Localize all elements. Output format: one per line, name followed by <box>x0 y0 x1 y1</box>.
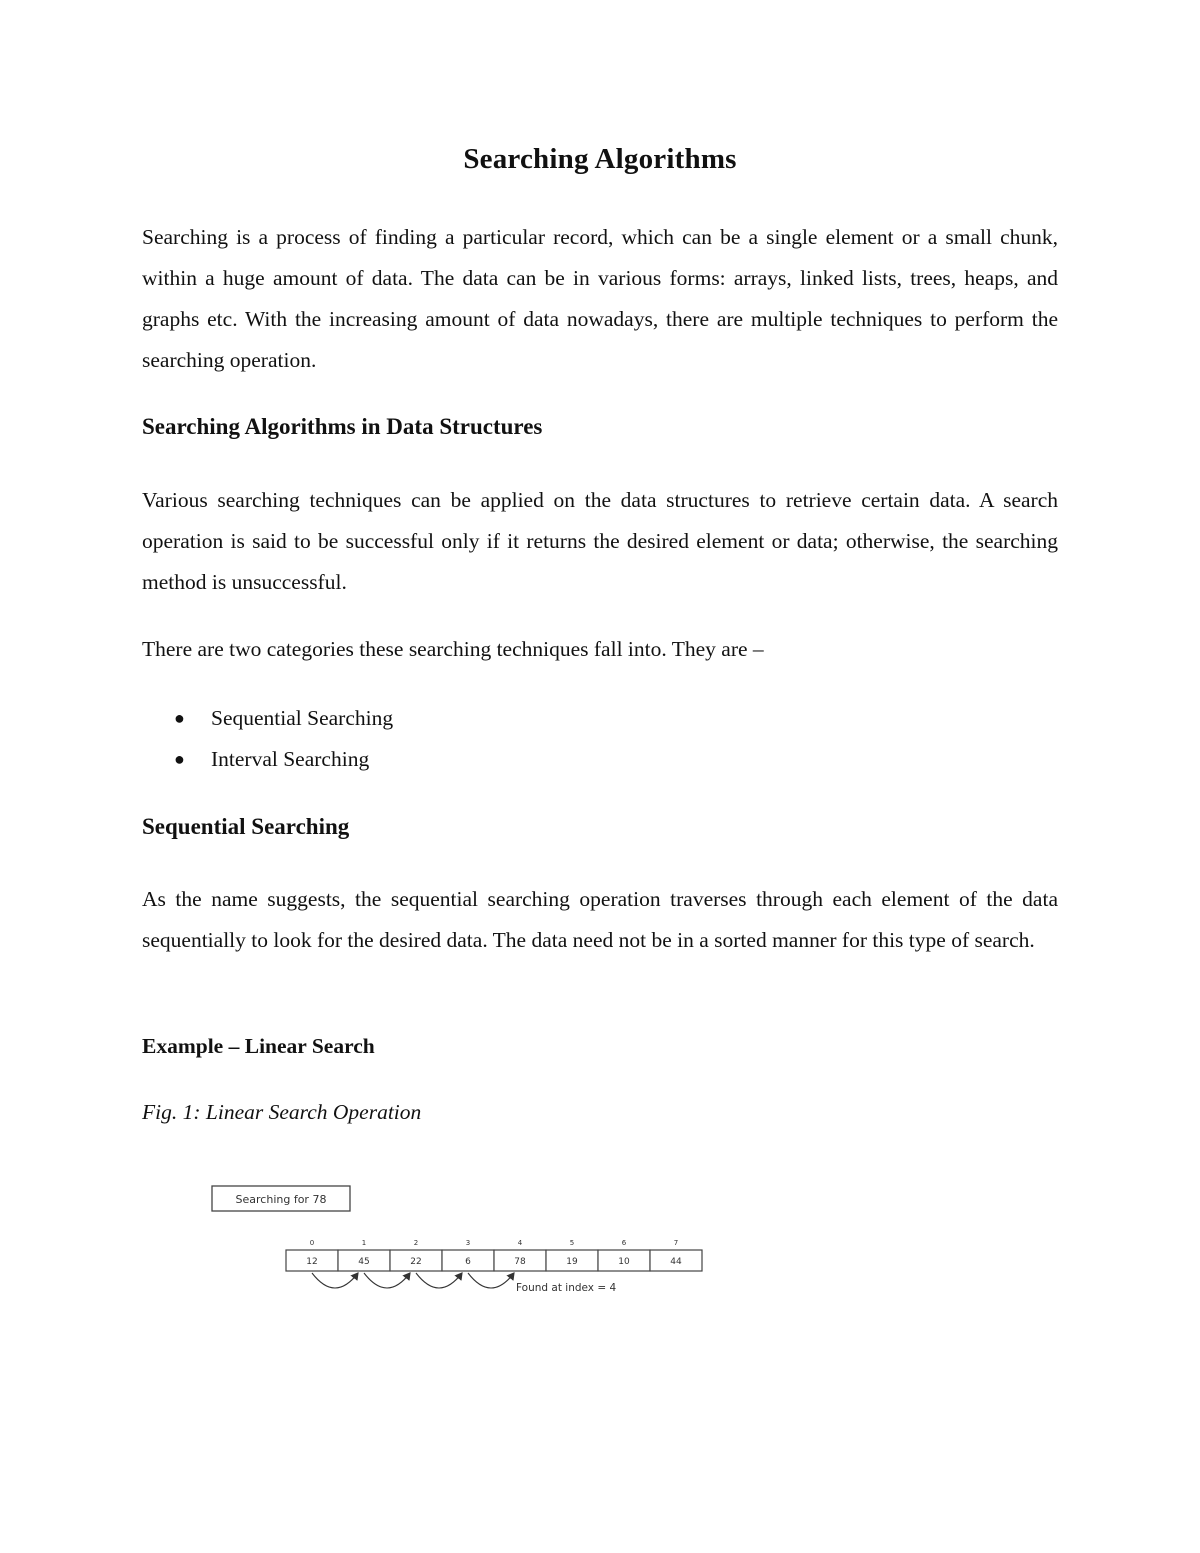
array-cell-value: 19 <box>566 1257 578 1267</box>
found-label: Found at index = 4 <box>516 1282 617 1294</box>
array-cell-value: 12 <box>306 1257 318 1267</box>
bullet-icon: ● <box>174 749 185 769</box>
array-index-label: 3 <box>465 1239 471 1247</box>
array-index-label: 5 <box>569 1239 575 1247</box>
categories-intro-paragraph: There are two categories these searching techniques fall into. They are – <box>142 637 764 661</box>
array-index-label: 4 <box>517 1239 523 1247</box>
array-cell-value: 78 <box>514 1257 526 1267</box>
search-target-label: Searching for 78 <box>235 1193 327 1206</box>
array-cell-value: 6 <box>465 1257 471 1267</box>
array-cells <box>286 1239 702 1271</box>
list-item-label: Interval Searching <box>211 747 370 771</box>
array-cell-value: 22 <box>410 1257 422 1267</box>
section-heading-sequential: Sequential Searching <box>142 814 350 839</box>
linear-search-figure <box>205 1180 715 1300</box>
sequential-paragraph: As the name suggests, the sequential searching operation traverses through each element of the data sequentially to look for the desired data. The data need not be in a sorted manner for this type of search. <box>142 887 1058 952</box>
array-index-label: 1 <box>361 1239 367 1247</box>
page-title: Searching Algorithms <box>463 143 737 175</box>
categories-list <box>142 698 393 780</box>
list-item-label: Sequential Searching <box>211 706 394 730</box>
section-heading-data-structures: Searching Algorithms in Data Structures <box>142 414 543 439</box>
array-index-label: 7 <box>673 1239 679 1247</box>
array-index-label: 0 <box>309 1239 315 1247</box>
array-index-label: 2 <box>413 1239 419 1247</box>
array-index-label: 6 <box>621 1239 627 1247</box>
data-structures-paragraph: Various searching techniques can be applied on the data structures to retrieve certain data. A search operation is said to be successful only if it returns the desired element or data; otherwise, the searching method is unsuccessful. <box>142 488 1058 594</box>
array-cell-value: 10 <box>618 1257 630 1267</box>
list-item <box>142 698 393 739</box>
list-item <box>142 739 393 780</box>
intro-paragraph: Searching is a process of finding a particular record, which can be a single element or a small chunk, within a huge amount of data. The data can be in various forms: arrays, linked lists, trees, heaps, and graphs etc. With the increasing amount of data nowadays, there are multiple techniques to perform the searching operation. <box>142 225 1058 372</box>
traversal-arrow <box>312 1273 358 1288</box>
bullet-icon: ● <box>174 708 185 728</box>
traversal-arrow <box>416 1273 462 1288</box>
traversal-arrow <box>364 1273 410 1288</box>
array-cell-value: 44 <box>670 1257 682 1267</box>
traversal-arrow <box>468 1273 514 1288</box>
array-cell-value: 45 <box>358 1257 370 1267</box>
figure-caption: Fig. 1: Linear Search Operation <box>142 1100 422 1124</box>
traversal-arrows <box>312 1273 514 1288</box>
example-heading: Example – Linear Search <box>142 1034 375 1058</box>
